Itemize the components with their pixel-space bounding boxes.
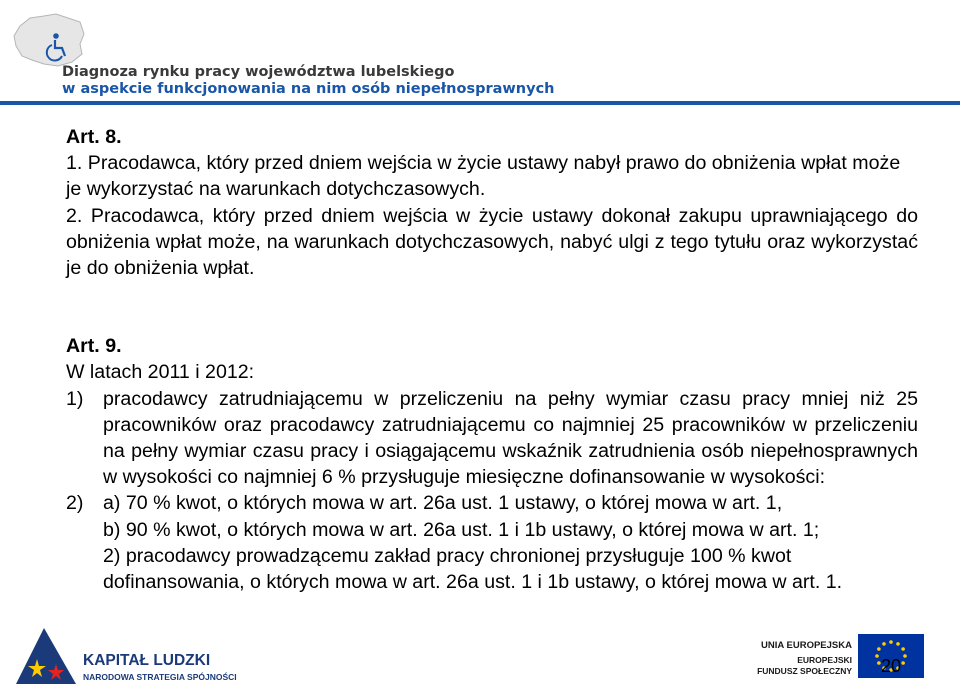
item-number: 1) (66, 387, 84, 410)
eu-star (877, 647, 881, 651)
eu-label (757, 640, 852, 676)
eu-star (889, 640, 893, 644)
item-text: a) 70 % kwot, o których mowa w art. 26a ust. 1 ustawy, o której mowa w art. 1, (103, 492, 783, 515)
eu-line1: UNIA EUROPEJSKA (761, 640, 852, 651)
art9-subitem-2: 2) pracodawcy prowadzącemu zakład pracy chronionej przysługuje 100 % kwot dofinansowania, o których mowa w art. 26a ust. 1 i 1b ustawy, o której mowa w art. 1. (103, 544, 843, 594)
kapital-ludzki-name: KAPITAŁ LUDZKI (83, 652, 211, 669)
eu-line2: EUROPEJSKI (797, 655, 852, 665)
header-title-line1: Diagnoza rynku pracy województwa lubelskiego (62, 64, 455, 80)
page-number: 20 (880, 656, 902, 676)
header-divider (0, 101, 960, 105)
header-title-line2: w aspekcie funkcjonowania na nim osób niepełnosprawnych (62, 81, 555, 97)
document-body (66, 124, 918, 595)
art8-paragraph-2: 2. Pracodawca, który przed dniem wejścia w życie ustawy dokonał zakupu uprawniającego do obniżenia wpłat może, na warunkach dotychczasowych, nabyć ulgi z tego tytułu oraz wykorzystać je do obniżenia wpłat. (66, 204, 918, 280)
art9-item-1 (66, 386, 918, 491)
art9-intro: W latach 2011 i 2012: (66, 361, 255, 384)
item-text: pracodawcy zatrudniającemu w przeliczeniu na pełny wymiar czasu pracy mniej niż 25 pracowników oraz pracodawcy zatrudniającemu co najmniej 25 pracowników w przeliczeniu na pełny wymiar czasu pracy i osiągającemu wskaźnik zatrudnienia osób niepełnosprawnych w wysokości co najmniej 6 % przysługuje miesięczne dofinansowanie w wysokości: (103, 387, 918, 489)
eu-star (896, 642, 900, 646)
eu-star (901, 647, 905, 651)
footer (0, 622, 960, 697)
art9-heading: Art. 9. (66, 335, 122, 358)
kapital-ludzki-subtitle: NARODOWA STRATEGIA SPÓJNOŚCI (83, 672, 237, 682)
art9-subitem-b: b) 90 % kwot, o których mowa w art. 26a ust. 1 i 1b ustawy, o której mowa w art. 1; (103, 518, 820, 541)
kapital-ludzki-logo (14, 626, 80, 692)
eu-star (882, 642, 886, 646)
art8-paragraph-1: 1. Pracodawca, który przed dniem wejścia w życie ustawy nabył prawo do obniżenia wpłat może je wykorzystać na warunkach dotychczasowych. (66, 152, 901, 201)
spacer (66, 281, 918, 333)
eu-line3: FUNDUSZ SPOŁECZNY (757, 666, 852, 676)
art9-item-2 (66, 490, 918, 516)
header (0, 0, 960, 110)
item-number: 2) (66, 492, 84, 515)
art8-heading: Art. 8. (66, 126, 122, 148)
poland-map-accessibility-logo (10, 12, 88, 68)
